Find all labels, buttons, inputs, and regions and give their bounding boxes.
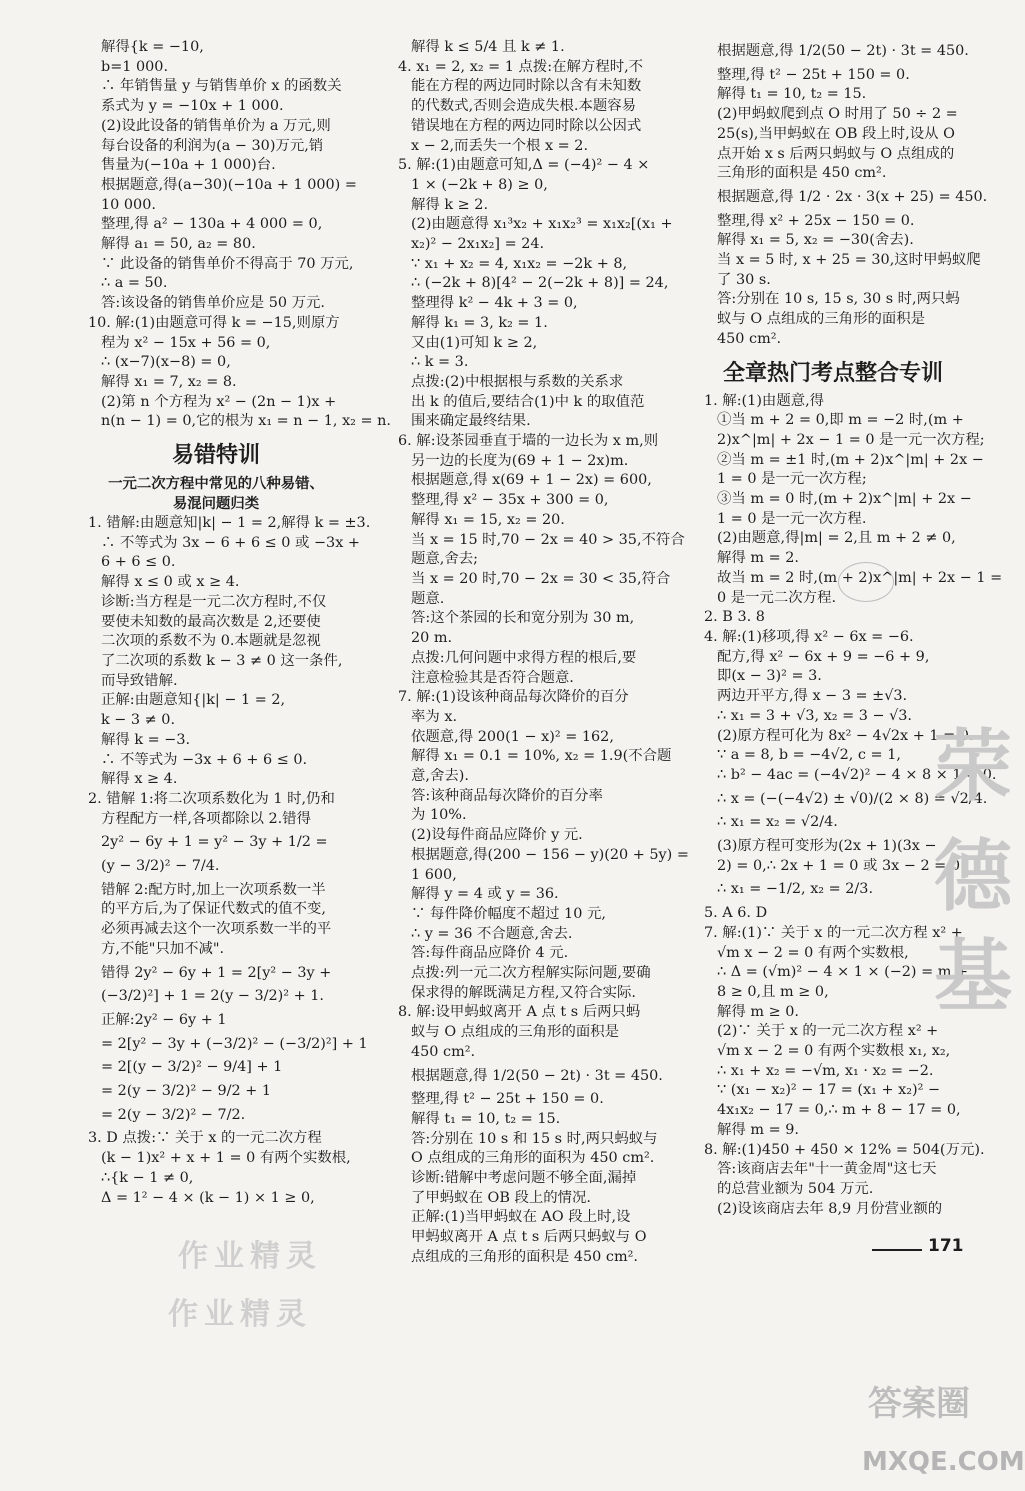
answer-line: 另一边的长度为(69 + 1 − 2x)m. bbox=[411, 452, 629, 469]
answer-line: 整理,得 t² − 25t + 150 = 0. bbox=[411, 1091, 604, 1108]
answer-line: 1 = 0 是一元一次方程; bbox=[717, 471, 867, 488]
section-subheading: 易混问题归类 bbox=[172, 496, 260, 513]
equation-line: 根据题意,得 1/2 · 2x · 3(x + 25) = 450. bbox=[717, 188, 988, 205]
answer-line: ∴ b² − 4ac = (−4√2)² − 4 × 8 × 1 = 0. bbox=[717, 766, 997, 783]
answer-line: 又由(1)可知 k ≥ 2, bbox=[411, 334, 538, 351]
answer-line: 整理,得 t² − 25t + 150 = 0. bbox=[717, 66, 910, 83]
answer-line: ∴ 不等式为 −3x + 6 + 6 ≤ 0. bbox=[101, 751, 308, 768]
answer-line: 解得 k = −3. bbox=[101, 731, 191, 748]
answer-line: 的代数式,否则会造成失根.本题容易 bbox=[411, 98, 637, 115]
answer-line: 答:分别在 10 s, 15 s, 30 s 时,两只蚂 bbox=[717, 291, 960, 308]
answer-line: 整理得 k² − 4k + 3 = 0, bbox=[411, 295, 578, 312]
answer-line: 整理,得 x² + 25x − 150 = 0. bbox=[717, 212, 915, 229]
answer-line: √m x − 2 = 0 有两个实数根, bbox=[717, 944, 909, 961]
answer-line: k − 3 ≠ 0. bbox=[101, 712, 176, 729]
answer-line: 诊断:当方程是一元二次方程时,不仅 bbox=[101, 593, 327, 610]
answer-line: 解得 m = 2. bbox=[717, 550, 799, 567]
equation-line: 根据题意,得 1/2(50 − 2t) · 3t = 450. bbox=[717, 43, 969, 59]
answer-line: (2)由题意,得|m| = 2,且 m + 2 ≠ 0, bbox=[717, 530, 956, 547]
answer-line: 20 m. bbox=[411, 630, 453, 647]
answer-line: b=1 000. bbox=[101, 58, 169, 75]
answer-line: 解得 t₁ = 10, t₂ = 15. bbox=[717, 86, 867, 103]
answer-line: x₂)² − 2x₁x₂] = 24. bbox=[411, 236, 545, 253]
answer-line: 了二次项的系数 k − 3 ≠ 0 这一条件, bbox=[101, 652, 343, 669]
answer-line: 解得 m ≥ 0. bbox=[717, 1003, 799, 1020]
question-line: 6. 解:设茶园垂直于墙的一边长为 x m,则 bbox=[398, 433, 659, 450]
equation-line: = 2[(y − 3/2)² − 9/4] + 1 bbox=[101, 1059, 283, 1076]
answer-line: 点组成的三角形的面积是 450 cm². bbox=[411, 1248, 638, 1265]
answer-line: 程为 x² − 15x + 56 = 0, bbox=[101, 334, 271, 351]
answer-line: 而导致错解. bbox=[101, 672, 178, 689]
answer-line: Δ = 1² − 4 × (k − 1) × 1 ≥ 0, bbox=[101, 1189, 315, 1206]
page-number: 171 bbox=[928, 1236, 964, 1256]
answer-line: (2)第 n 个方程为 x² − (2n − 1)x + bbox=[101, 393, 337, 410]
answer-line: 方,不能"只加不减". bbox=[101, 940, 225, 957]
answer-line: 能在方程的两边同时除以含有未知数 bbox=[411, 78, 642, 95]
question-line: 5. 解:(1)由题意可知,Δ = (−4)² − 4 × bbox=[398, 157, 650, 174]
answer-line: 当 x = 5 时, x + 25 = 30,这时甲蚂蚁爬 bbox=[717, 252, 981, 269]
answer-line: 根据题意,得(a−30)(−10a + 1 000) = bbox=[101, 176, 357, 193]
answer-line: 450 cm². bbox=[717, 330, 782, 347]
answer-line: ③当 m = 0 时,(m + 2)x^|m| + 2x − bbox=[717, 491, 972, 508]
answer-line: 依题意,得 200(1 − x)² = 162, bbox=[411, 728, 614, 745]
question-line: 10. 解:(1)由题意可得 k = −15,则原方 bbox=[88, 314, 340, 331]
answer-line: 解得 x₁ = 5, x₂ = −30(舍去). bbox=[717, 232, 914, 249]
answer-line: (2)设每件商品应降价 y 元. bbox=[411, 827, 583, 844]
answer-line: 4x₁x₂ − 17 = 0,∴ m + 8 − 17 = 0, bbox=[717, 1102, 961, 1119]
answer-line: 为 10%. bbox=[411, 807, 467, 824]
answer-line: O 点组成的三角形的面积为 450 cm². bbox=[411, 1150, 655, 1167]
question-line: 4. 解:(1)移项,得 x² − 6x = −6. bbox=[704, 628, 914, 645]
question-line: 3. D 点拨:∵ 关于 x 的一元二次方程 bbox=[88, 1130, 322, 1147]
answer-line: ∴ a = 50. bbox=[101, 275, 168, 292]
watermark-site: MXQE.COM bbox=[862, 1447, 1025, 1477]
answer-line: (3)原方程可变形为(2x + 1)(3x − bbox=[717, 838, 937, 855]
answer-line: 的平方后,为了保证代数式的值不变, bbox=[101, 901, 327, 918]
answer-line: 两边开平方,得 x − 3 = ±√3. bbox=[717, 688, 908, 705]
answer-line: 答:分别在 10 s 和 15 s 时,两只蚂蚁与 bbox=[411, 1130, 658, 1147]
answer-line: ∴ k = 3. bbox=[411, 354, 469, 371]
answer-line: 答:这个茶园的长和宽分别为 30 m, bbox=[411, 610, 635, 627]
answer-line: ∴ x₁ = 3 + √3, x₂ = 3 − √3. bbox=[717, 707, 913, 724]
answer-line: 点拨:(2)中根据根与系数的关系求 bbox=[411, 373, 624, 390]
equation-line: 错得 2y² − 6y + 1 = 2[y² − 3y + bbox=[101, 964, 332, 981]
question-line: 1. 解:(1)由题意,得 bbox=[704, 392, 825, 409]
answer-line: 6 + 6 ≤ 0. bbox=[101, 554, 176, 571]
answer-line: 解得 t₁ = 10, t₂ = 15. bbox=[411, 1110, 561, 1127]
answer-line: ∴ 不等式为 3x − 6 + 6 ≤ 0 或 −3x + bbox=[101, 534, 360, 551]
answer-line: 解得 a₁ = 50, a₂ = 80. bbox=[101, 236, 256, 253]
answer-line: 题意. bbox=[411, 590, 445, 607]
answer-column-middle bbox=[398, 38, 689, 1268]
answer-line: 注意检验其是否符合题意. bbox=[411, 669, 574, 686]
answer-line: 了 30 s. bbox=[717, 271, 771, 288]
answer-line: (2)原方程可化为 8x² − 4√2x + 1 = 0. bbox=[717, 727, 974, 744]
answer-line: 的总营业额为 504 万元. bbox=[717, 1180, 874, 1197]
answer-line: ②当 m = ±1 时,(m + 2)x^|m| + 2x − bbox=[717, 451, 984, 468]
question-line: 4. x₁ = 2, x₂ = 1 点拨:在解方程时,不 bbox=[398, 58, 644, 75]
answer-line: (2)设此设备的销售单价为 a 万元,则 bbox=[101, 117, 331, 134]
answer-line: 三角形的面积是 450 cm². bbox=[717, 165, 887, 182]
answer-line: 故当 m = 2 时,(m + 2)x^|m| + 2x − 1 = bbox=[717, 569, 1003, 586]
answer-line: ∴{k − 1 ≠ 0, bbox=[101, 1169, 194, 1186]
answer-line: ∵ (x₁ − x₂)² − 17 = (x₁ + x₂)² − bbox=[717, 1082, 941, 1099]
answer-line: 解得 x₁ = 15, x₂ = 20. bbox=[411, 511, 565, 528]
watermark-zuoye-1: 作业精灵 bbox=[178, 1239, 322, 1274]
answer-line: 要使未知数的最高次数是 2,还要使 bbox=[101, 613, 321, 630]
answer-line: 甲蚂蚁离开 A 点 t s 后两只蚂蚁与 O bbox=[411, 1229, 647, 1246]
answer-line: 了甲蚂蚁在 OB 段上的情况. bbox=[411, 1189, 592, 1206]
question-line: 7. 解:(1)∵ 关于 x 的一元二次方程 x² + bbox=[704, 924, 963, 941]
answer-line: 错解 2:配方时,加上一次项系数一半 bbox=[101, 881, 326, 898]
answer-line: 点拨:几何问题中求得方程的根后,要 bbox=[411, 649, 637, 666]
answer-line: 解得 x₁ = 7, x₂ = 8. bbox=[101, 373, 237, 390]
answer-line: 意,舍去). bbox=[411, 768, 469, 785]
answer-line: ∴ y = 36 不合题意,舍去. bbox=[411, 925, 573, 942]
answer-line: n(n − 1) = 0,它的根为 x₁ = n − 1, x₂ = n. bbox=[101, 413, 392, 430]
answer-line: 诊断:错解中考虑问题不够全面,漏掉 bbox=[411, 1170, 637, 1187]
answer-line: x − 2,而丢失一个根 x = 2. bbox=[411, 137, 589, 154]
answer-line: 题意,舍去; bbox=[411, 551, 478, 568]
answer-line: 售量为(−10a + 1 000)台. bbox=[101, 157, 276, 174]
answer-line: ∵ a = 8, b = −4√2, c = 1, bbox=[717, 747, 901, 764]
answer-line: 方程配方一样,各项都除以 2.错得 bbox=[101, 810, 311, 827]
answer-line: 当 x = 20 时,70 − 2x = 30 < 35,符合 bbox=[411, 570, 671, 587]
answer-line: 解得 x ≤ 0 或 x ≥ 4. bbox=[101, 574, 240, 591]
answer-line: 整理,得 x² − 35x + 300 = 0, bbox=[411, 492, 609, 509]
answer-line: 1 = 0 是一元一次方程. bbox=[717, 510, 867, 527]
watermark-daanquan: 答案圈 bbox=[868, 1384, 970, 1424]
equation-line: ∴ x₁ = −1/2, x₂ = 2/3. bbox=[717, 881, 874, 898]
answer-line: 保求得的解既满足方程,又符合实际. bbox=[411, 984, 637, 1001]
answer-column-left bbox=[88, 38, 392, 1208]
answer-line: 每台设备的利润为(a − 30)万元,销 bbox=[101, 137, 324, 154]
answer-line: ①当 m + 2 = 0,即 m = −2 时,(m + bbox=[717, 412, 964, 429]
equation-line: 2y² − 6y + 1 = y² − 3y + 1/2 = bbox=[101, 834, 328, 851]
answer-line: 1 600, bbox=[411, 866, 457, 883]
answer-line: 25(s),当甲蚂蚁在 OB 段上时,设从 O bbox=[717, 125, 955, 142]
answer-line: 蚁与 O 点组成的三角形的面积是 bbox=[411, 1024, 620, 1041]
section-heading: 全章热门考点整合专训 bbox=[722, 360, 943, 386]
answer-line: 10 000. bbox=[101, 196, 156, 213]
answer-line: 8 ≥ 0,且 m ≥ 0, bbox=[717, 983, 829, 1000]
watermark-stamp bbox=[838, 562, 894, 602]
answer-line: ∵ 此设备的销售单价不得高于 70 万元, bbox=[101, 255, 354, 272]
answer-line: 出 k 的值后,要结合(1)中 k 的取值范 bbox=[411, 393, 645, 410]
side-watermark-3: 基 bbox=[934, 932, 1013, 1022]
answer-line: 配方,得 x² − 6x + 9 = −6 + 9, bbox=[717, 648, 930, 665]
answer-line: 解得 m = 9. bbox=[717, 1121, 799, 1138]
answer-line: (2)甲蚂蚁爬到点 O 时用了 50 ÷ 2 = bbox=[717, 106, 958, 123]
answer-line: ∴ x₁ + x₂ = −√m, x₁ · x₂ = −2. bbox=[717, 1062, 934, 1079]
answer-line: 答:该种商品每次降价的百分率 bbox=[411, 787, 603, 804]
answer-line: 解得 k ≤ 5/4 且 k ≠ 1. bbox=[411, 39, 565, 55]
answer-line: 解得 x ≥ 4. bbox=[101, 771, 178, 788]
watermark-zuoye-2: 作业精灵 bbox=[168, 1297, 312, 1332]
answer-line: 当 x = 15 时,70 − 2x = 40 > 35,不符合 bbox=[411, 531, 685, 548]
section-subheading: 一元二次方程中常见的八种易错、 bbox=[108, 476, 324, 493]
side-watermark-1: 荣 bbox=[934, 722, 1013, 812]
question-line: 2. B 3. 8 bbox=[704, 609, 765, 626]
answer-line: 解得 k ≥ 2. bbox=[411, 196, 489, 213]
answer-line: 根据题意,得 x(69 + 1 − 2x) = 600, bbox=[411, 472, 652, 489]
answer-line: 答:该商店去年"十一黄金周"这七天 bbox=[717, 1161, 937, 1178]
equation-line: = 2(y − 3/2)² − 9/2 + 1 bbox=[101, 1083, 272, 1100]
answer-line: 答:该设备的销售单价应是 50 万元. bbox=[101, 295, 325, 312]
answer-line: 错误地在方程的两边同时除以公因式 bbox=[411, 117, 642, 134]
answer-line: ∴ 年销售量 y 与销售单价 x 的函数关 bbox=[101, 78, 342, 95]
answer-line: 二次项的系数不为 0.本题就是忽视 bbox=[101, 633, 321, 650]
answer-line: 正解:由题意知{|k| − 1 = 2, bbox=[101, 692, 286, 709]
answer-line: 1 × (−2k + 8) ≥ 0, bbox=[411, 176, 548, 193]
answer-line: 正解:(1)当甲蚂蚁在 AO 段上时,设 bbox=[411, 1209, 631, 1226]
answer-column-right bbox=[704, 38, 1003, 1219]
answer-line: 蚁与 O 点组成的三角形的面积是 bbox=[717, 311, 926, 328]
answer-line: 解得 k₁ = 3, k₂ = 1. bbox=[411, 314, 548, 331]
equation-line: (y − 3/2)² − 7/4. bbox=[101, 858, 220, 875]
answer-line: ∴ (−2k + 8)[4² − 2(−2k + 8)] = 24, bbox=[411, 275, 669, 292]
question-line: 5. A 6. D bbox=[704, 905, 768, 922]
answer-line: 点拨:列一元二次方程解实际问题,要确 bbox=[411, 965, 651, 982]
answer-line: (2)∵ 关于 x 的一元二次方程 x² + bbox=[717, 1023, 939, 1040]
answer-line: 解得{k = −10, bbox=[101, 39, 204, 55]
answer-line: 根据题意,得(200 − 156 − y)(20 + 5y) = bbox=[411, 846, 689, 863]
equation-line: = 2[y² − 3y + (−3/2)² − (−3/2)²] + 1 bbox=[101, 1035, 368, 1052]
answer-line: 率为 x. bbox=[411, 708, 458, 725]
answer-line: 正解:2y² − 6y + 1 bbox=[101, 1011, 227, 1028]
section-heading: 易错特训 bbox=[171, 443, 260, 469]
answer-line: √m x − 2 = 0 有两个实数根 x₁, x₂, bbox=[717, 1043, 951, 1060]
answer-line: 整理,得 a² − 130a + 4 000 = 0, bbox=[101, 216, 323, 233]
answer-line: (2)由题意得 x₁³x₂ + x₁x₂³ = x₁x₂[(x₁ + bbox=[411, 216, 673, 233]
answer-line: ∵ 每件降价幅度不超过 10 元, bbox=[411, 905, 606, 922]
answer-line: 2) = 0,∴ 2x + 1 = 0 或 3x − 2 = 0. bbox=[717, 857, 965, 874]
answer-line: (2)设该商店去年 8,9 月份营业额的 bbox=[717, 1200, 943, 1217]
question-line: 2. 错解 1:将二次项系数化为 1 时,仍和 bbox=[88, 790, 335, 807]
answer-line: 2)x^|m| + 2x − 1 = 0 是一元一次方程; bbox=[717, 431, 985, 448]
equation-line: 根据题意,得 1/2(50 − 2t) · 3t = 450. bbox=[411, 1067, 663, 1084]
page-number-rule bbox=[872, 1249, 922, 1251]
equation-line: ∴ x = (−(−4√2) ± √0)/(2 × 8) = √2/4. bbox=[717, 790, 988, 807]
answer-line: 解得 x₁ = 0.1 = 10%, x₂ = 1.9(不合题 bbox=[411, 748, 672, 765]
question-line: 8. 解:(1)450 + 450 × 12% = 504(万元). bbox=[704, 1141, 985, 1158]
answer-line: 答:每件商品应降价 4 元. bbox=[411, 945, 569, 962]
answer-line: ∵ x₁ + x₂ = 4, x₁x₂ = −2k + 8, bbox=[411, 255, 628, 272]
equation-line: ∴ x₁ = x₂ = √2/4. bbox=[717, 814, 838, 831]
answer-line: 解得 y = 4 或 y = 36. bbox=[411, 886, 559, 903]
question-line: 7. 解:(1)设该种商品每次降价的百分 bbox=[398, 689, 629, 706]
answer-line: 450 cm². bbox=[411, 1043, 476, 1060]
answer-line: (k − 1)x² + x + 1 = 0 有两个实数根, bbox=[101, 1150, 351, 1167]
answer-line: 围来确定最终结果. bbox=[411, 413, 531, 430]
question-line: 8. 解:设甲蚂蚁离开 A 点 t s 后两只蚂 bbox=[398, 1004, 641, 1021]
question-line: 1. 错解:由题意知|k| − 1 = 2,解得 k = ±3. bbox=[88, 515, 371, 532]
answer-line: ∴ Δ = (√m)² − 4 × 1 × (−2) = m + bbox=[717, 964, 968, 981]
answer-line: 0 是一元二次方程. bbox=[717, 589, 837, 606]
answer-line: 即(x − 3)² = 3. bbox=[717, 668, 822, 685]
equation-line: = 2(y − 3/2)² − 7/2. bbox=[101, 1106, 246, 1123]
answer-line: 必须再减去这个一次项系数一半的平 bbox=[101, 921, 332, 938]
answer-line: 点开始 x s 后两只蚂蚁与 O 点组成的 bbox=[717, 145, 955, 162]
equation-line: (−3/2)²] + 1 = 2(y − 3/2)² + 1. bbox=[101, 988, 324, 1005]
answer-line: ∴ (x−7)(x−8) = 0, bbox=[101, 354, 231, 371]
answer-line: 系式为 y = −10x + 1 000. bbox=[101, 98, 284, 115]
side-watermark-2: 德 bbox=[934, 832, 1013, 922]
